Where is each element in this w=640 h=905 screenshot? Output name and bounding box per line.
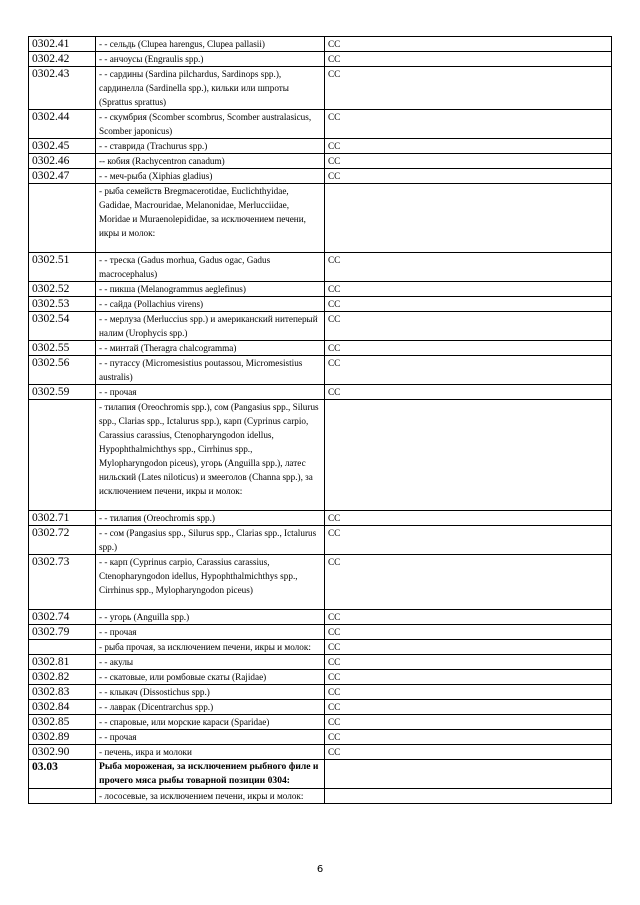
table-row — [29, 400, 612, 511]
table-row — [29, 526, 612, 555]
description-cell: - - сом (Pangasius spp., Silurus spp., Clarias spp., Ictalurus spp.) — [96, 526, 325, 555]
description-cell: - рыба семейств Bregmacerotidae, Euclichthyidae, Gadidae, Macrouridae, Melanonidae, Merlucciidae, Moridae и Muraenolepididae, за исключением печени, икры и молок: — [96, 184, 325, 253]
code-cell: 0302.54 — [29, 312, 96, 341]
code-cell: 0302.53 — [29, 297, 96, 312]
code-cell: 0302.71 — [29, 511, 96, 526]
note-cell: CC — [325, 385, 612, 400]
description-cell: -- кобия (Rachycentron canadum) — [96, 154, 325, 169]
note-cell: CC — [325, 715, 612, 730]
commodity-code-table — [28, 36, 612, 804]
description-cell: - - треска (Gadus morhua, Gadus ogac, Gadus macrocephalus) — [96, 253, 325, 282]
code-cell: 03.03 — [29, 760, 96, 789]
note-cell: CC — [325, 640, 612, 655]
table-row — [29, 385, 612, 400]
description-cell: - - прочая — [96, 625, 325, 640]
code-cell: 0302.47 — [29, 169, 96, 184]
code-cell: 0302.79 — [29, 625, 96, 640]
note-cell: CC — [325, 154, 612, 169]
code-cell: 0302.52 — [29, 282, 96, 297]
code-cell: 0302.74 — [29, 610, 96, 625]
table-row — [29, 789, 612, 804]
code-cell: 0302.56 — [29, 356, 96, 385]
description-cell: - - акулы — [96, 655, 325, 670]
note-cell: CC — [325, 555, 612, 610]
table-row — [29, 511, 612, 526]
code-cell — [29, 184, 96, 253]
note-cell: CC — [325, 745, 612, 760]
description-cell: - - прочая — [96, 385, 325, 400]
table-row — [29, 312, 612, 341]
table-row — [29, 555, 612, 610]
code-cell: 0302.45 — [29, 139, 96, 154]
table-row — [29, 745, 612, 760]
note-cell: CC — [325, 341, 612, 356]
description-cell: - - анчоусы (Engraulis spp.) — [96, 52, 325, 67]
table-row — [29, 670, 612, 685]
table-row — [29, 297, 612, 312]
page-number: 6 — [316, 864, 324, 875]
code-cell: 0302.46 — [29, 154, 96, 169]
note-cell: CC — [325, 282, 612, 297]
table-row — [29, 610, 612, 625]
table-row — [29, 37, 612, 52]
code-cell: 0302.72 — [29, 526, 96, 555]
note-cell: CC — [325, 169, 612, 184]
note-cell: CC — [325, 670, 612, 685]
note-cell: CC — [325, 511, 612, 526]
table-row — [29, 67, 612, 110]
note-cell — [325, 400, 612, 511]
code-cell — [29, 789, 96, 804]
note-cell: CC — [325, 526, 612, 555]
note-cell: CC — [325, 67, 612, 110]
code-cell: 0302.59 — [29, 385, 96, 400]
table-row — [29, 730, 612, 745]
code-cell: 0302.85 — [29, 715, 96, 730]
note-cell: CC — [325, 110, 612, 139]
code-cell: 0302.81 — [29, 655, 96, 670]
code-cell: 0302.41 — [29, 37, 96, 52]
table-body — [29, 37, 612, 804]
table-row — [29, 169, 612, 184]
code-cell: 0302.84 — [29, 700, 96, 715]
note-cell: CC — [325, 253, 612, 282]
description-cell: - - угорь (Anguilla spp.) — [96, 610, 325, 625]
code-cell: 0302.51 — [29, 253, 96, 282]
note-cell — [325, 760, 612, 789]
description-cell: - - прочая — [96, 730, 325, 745]
table-row — [29, 282, 612, 297]
note-cell: CC — [325, 730, 612, 745]
code-cell: 0302.73 — [29, 555, 96, 610]
code-cell: 0302.43 — [29, 67, 96, 110]
description-cell: - - минтай (Theragra chalcogramma) — [96, 341, 325, 356]
table-row — [29, 640, 612, 655]
note-cell: CC — [325, 685, 612, 700]
description-cell: - - пикша (Melanogrammus aeglefinus) — [96, 282, 325, 297]
note-cell: CC — [325, 700, 612, 715]
table-row — [29, 253, 612, 282]
code-cell: 0302.83 — [29, 685, 96, 700]
code-cell: 0302.82 — [29, 670, 96, 685]
description-cell: - - сельдь (Clupea harengus, Clupea pallasii) — [96, 37, 325, 52]
note-cell: CC — [325, 655, 612, 670]
description-cell: - - спаровые, или морские караси (Sparidae) — [96, 715, 325, 730]
table-row — [29, 356, 612, 385]
table-row — [29, 625, 612, 640]
table-row — [29, 110, 612, 139]
note-cell: CC — [325, 139, 612, 154]
table-row — [29, 184, 612, 253]
description-cell: - - путассу (Micromesistius poutassou, Micromesistius australis) — [96, 356, 325, 385]
table-row — [29, 139, 612, 154]
description-cell: - - клыкач (Dissostichus spp.) — [96, 685, 325, 700]
note-cell: CC — [325, 312, 612, 341]
code-cell — [29, 640, 96, 655]
table-row — [29, 341, 612, 356]
code-cell: 0302.44 — [29, 110, 96, 139]
note-cell — [325, 789, 612, 804]
table-row — [29, 685, 612, 700]
note-cell: CC — [325, 52, 612, 67]
table-row — [29, 760, 612, 789]
description-cell: Рыба мороженая, за исключением рыбного филе и прочего мяса рыбы товарной позиции 0304: — [96, 760, 325, 789]
table-row — [29, 52, 612, 67]
code-cell: 0302.89 — [29, 730, 96, 745]
description-cell: - печень, икра и молоки — [96, 745, 325, 760]
table-row — [29, 700, 612, 715]
note-cell: CC — [325, 356, 612, 385]
table-row — [29, 715, 612, 730]
description-cell: - - сардины (Sardina pilchardus, Sardinops spp.), сардинелла (Sardinella spp.), кильки или шпроты (Sprattus sprattus) — [96, 67, 325, 110]
description-cell: - - меч-рыба (Xiphias gladius) — [96, 169, 325, 184]
table-row — [29, 154, 612, 169]
description-cell: - - лаврак (Dicentrarchus spp.) — [96, 700, 325, 715]
note-cell: CC — [325, 37, 612, 52]
description-cell: - рыба прочая, за исключением печени, икры и молок: — [96, 640, 325, 655]
description-cell: - тилапия (Oreochromis spp.), сом (Pangasius spp., Silurus spp., Clarias spp., Ictalurus spp.), карп (Cyprinus carpio, Carassius carassius, Ctenopharyngodon idellus, Hypophthalmichthys spp., Cirrhinus spp., Mylopharyngodon piceus), угорь (Anguilla spp.), латес нильский (Lates niloticus) и змееголов (Channa spp.), за исключением печени, икры и молок: — [96, 400, 325, 511]
code-cell: 0302.55 — [29, 341, 96, 356]
description-cell: - - ставрида (Trachurus spp.) — [96, 139, 325, 154]
description-cell: - - сайда (Pollachius virens) — [96, 297, 325, 312]
description-cell: - - тилапия (Oreochromis spp.) — [96, 511, 325, 526]
table-row — [29, 655, 612, 670]
description-cell: - - карп (Cyprinus carpio, Carassius carassius, Ctenopharyngodon idellus, Hypophthalmichthys spp., Cirrhinus spp., Mylopharyngodon piceus) — [96, 555, 325, 610]
code-cell: 0302.42 — [29, 52, 96, 67]
note-cell — [325, 184, 612, 253]
code-cell: 0302.90 — [29, 745, 96, 760]
description-cell: - - мерлуза (Merluccius spp.) и американский нитеперый налим (Urophycis spp.) — [96, 312, 325, 341]
description-cell: - лососевые, за исключением печени, икры и молок: — [96, 789, 325, 804]
note-cell: CC — [325, 297, 612, 312]
note-cell: CC — [325, 610, 612, 625]
note-cell: CC — [325, 625, 612, 640]
description-cell: - - скатовые, или ромбовые скаты (Rajidae) — [96, 670, 325, 685]
code-cell — [29, 400, 96, 511]
description-cell: - - скумбрия (Scomber scombrus, Scomber australasicus, Scomber japonicus) — [96, 110, 325, 139]
